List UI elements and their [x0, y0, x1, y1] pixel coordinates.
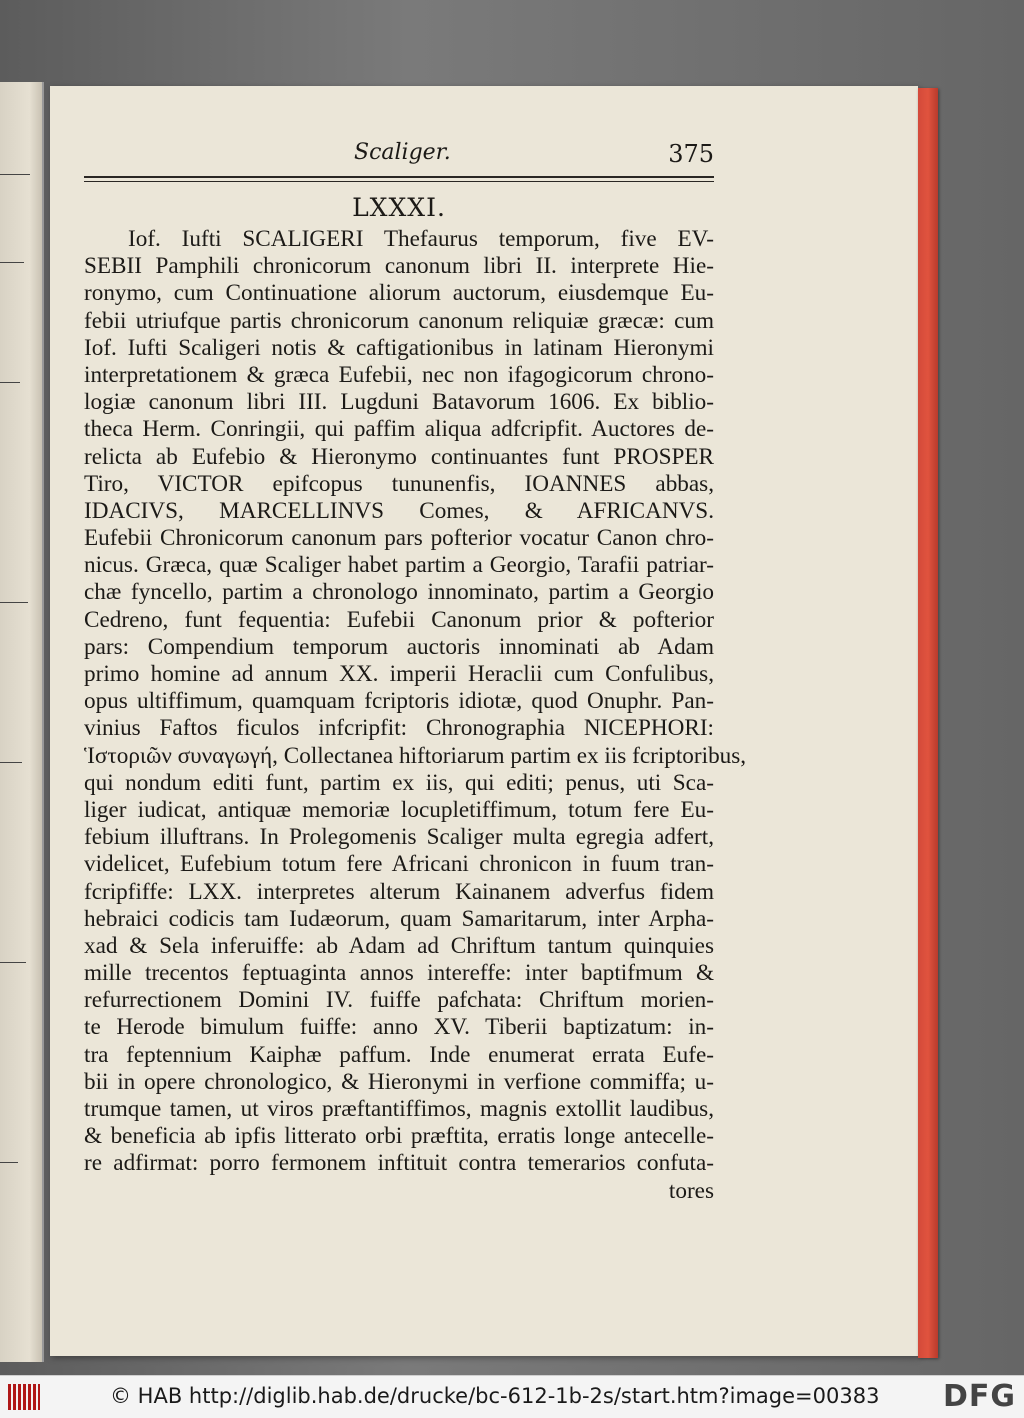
text-line: hebraici codicis tam Iudæorum, quam Samaritarum, inter Arpha-: [84, 905, 714, 932]
running-head: [84, 140, 714, 180]
text-line: mille trecentos feptuaginta annos intereffe: inter baptifmum &: [84, 960, 714, 987]
text-line: qui nondum editi funt, partim ex iis, qui editi; penus, uti Sca-: [84, 769, 714, 796]
text-line: ronymo, cum Continuatione aliorum auctorum, eiusdemque Eu-: [84, 280, 714, 307]
text-line: logiæ canonum libri III. Lugduni Batavorum 1606. Ex biblio-: [84, 389, 714, 416]
text-line: fcripfiffe: LXX. interpretes alterum Kainanem adverfus fidem: [84, 878, 714, 905]
section-number: LXXXI.: [352, 193, 446, 222]
text-line: febii utriufque partis chronicorum canonum reliquiæ græcæ: cum: [84, 307, 714, 334]
viewer-footer: [0, 1375, 1024, 1418]
facing-page-edge: [0, 82, 44, 1362]
text-line: re adfirmat: porro fermonem inftituit contra temerarios confuta-: [84, 1150, 714, 1177]
text-line: & beneficia ab ipfis litterato orbi præftita, erratis longe antecelle-: [84, 1123, 714, 1150]
text-line: Eufebii Chronicorum canonum pars pofterior vocatur Canon chro-: [84, 525, 714, 552]
text-line: Cedreno, funt fequentia: Eufebii Canonum prior & pofterior: [84, 606, 714, 633]
text-line: febium illuftrans. In Prolegomenis Scaliger multa egregia adfert,: [84, 824, 714, 851]
text-line: Ἱστοριῶν συναγωγή, Collectanea hiftoriarum partim ex iis fcriptoribus,: [84, 742, 747, 769]
text-line: trumque tamen, ut viros præftantiffimos, magnis extollit laudibus,: [84, 1096, 714, 1122]
library-barcode-icon: [8, 1384, 40, 1410]
footer-credit: © HAB http://diglib.hab.de/drucke/bc-612-1b-2s/start.htm?image=00383: [110, 1384, 880, 1408]
red-page-edge: [918, 88, 938, 1358]
text-line: Tiro, VICTOR epifcopus tununenfis, IOANNES abbas,: [84, 470, 714, 497]
text-line: interpretationem & græca Eufebii, nec non ifagogicorum chrono-: [84, 361, 714, 388]
text-line: te Herode bimulum fuiffe: anno XV. Tiberii baptizatum: in-: [84, 1014, 714, 1041]
page-number: 375: [668, 140, 714, 168]
text-line: Iof. Iufti SCALIGERI Thefaurus temporum, five EV-: [128, 226, 714, 252]
body-text: [84, 226, 747, 1205]
text-line: opus ultiffimum, quamquam fcriptoris idiotæ, quod Onuphr. Pan-: [84, 688, 714, 715]
text-line: bii in opere chronologico, & Hieronymi in verfione commiffa; u-: [84, 1068, 714, 1095]
text-line: relicta ab Eufebio & Hieronymo continuantes funt PROSPER: [84, 443, 714, 470]
text-line: theca Herm. Conringii, qui paffim aliqua adfcripfit. Auctores de-: [84, 416, 714, 443]
running-title: Scaliger.: [354, 140, 451, 165]
header-rule: [84, 176, 714, 182]
text-line: SEBII Pamphili chronicorum canonum libri II. interprete Hie-: [84, 253, 714, 280]
text-line: tra feptennium Kaiphæ paffum. Inde enumerat errata Eufe-: [84, 1041, 714, 1068]
catchword: tores: [668, 1177, 714, 1204]
text-line: nicus. Græca, quæ Scaliger habet partim a Georgio, Tarafii patriar-: [84, 552, 714, 579]
dfg-logo: DFG: [942, 1379, 1016, 1414]
text-line: Iof. Iufti Scaligeri notis & caftigationibus in latinam Hieronymi: [84, 334, 714, 361]
text-line: refurrectionem Domini IV. fuiffe pafchata: Chriftum morien-: [84, 987, 714, 1014]
text-line: vinius Faftos ficulos infcripfit: Chronographia NICEPHORI:: [84, 715, 714, 742]
text-line: primo homine ad annum XX. imperii Heraclii cum Confulibus,: [84, 661, 714, 687]
text-line: videlicet, Eufebium totum fere Africani chronicon in fuum tran-: [84, 851, 714, 878]
text-line: pars: Compendium temporum auctoris innominati ab Adam: [84, 633, 714, 660]
text-line: IDACIVS, MARCELLINVS Comes, & AFRICANVS.: [84, 497, 714, 524]
text-line: xad & Sela inferuiffe: ab Adam ad Chriftum tantum quinquies: [84, 932, 714, 959]
text-line: chæ fyncello, partim a chronologo innominato, partim a Georgio: [84, 579, 714, 606]
text-line: liger iudicat, antiquæ memoriæ locupletiffimum, totum fere Eu-: [84, 796, 714, 823]
